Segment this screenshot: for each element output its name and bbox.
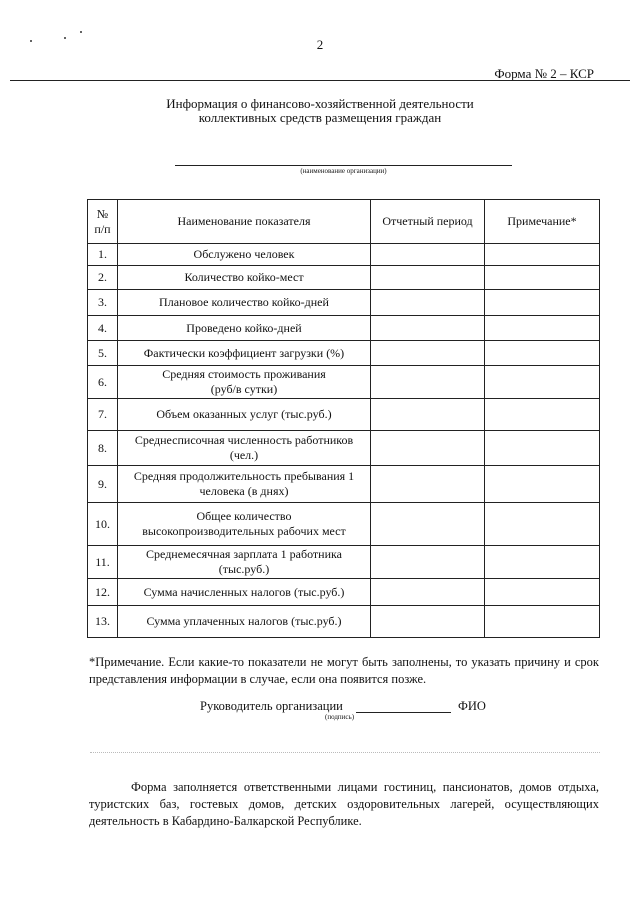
note-cell[interactable] [485,266,600,290]
footnote: *Примечание. Если какие-то показатели не могут быть заполнены, то указать причину и срок представления информации в случае, если она появится позже. [89,655,599,686]
table-row [88,399,600,431]
faint-divider [90,752,600,753]
note-cell[interactable] [485,316,600,341]
col-header-note: Примечание* [485,200,600,244]
table-row [88,579,600,606]
indicator-name-line: Обслужено человек [193,247,295,261]
signature-fio: ФИО [458,699,486,713]
note-cell[interactable] [485,466,600,503]
indicator-name [118,366,371,399]
indicator-name-line: человека (в днях) [199,484,289,498]
note-cell[interactable] [485,503,600,546]
indicator-name [118,290,371,316]
indicator-name-line: Объем оказанных услуг (тыс.руб.) [156,407,332,421]
indicators-table [87,199,600,638]
col-header-name: Наименование показателя [118,200,371,244]
indicator-name [118,606,371,638]
indicator-name-line: Фактически коэффициент загрузки (%) [143,345,345,360]
row-number: 1. [88,244,118,266]
indicator-name [118,431,371,466]
form-number: Форма № 2 – КСР [494,66,594,81]
note-cell[interactable] [485,341,600,366]
table-row [88,546,600,579]
period-value-cell[interactable] [371,341,485,366]
signature-line [356,712,451,713]
indicator-name [118,244,371,266]
note-cell[interactable] [485,606,600,638]
organization-name-line [175,165,512,166]
table-row [88,290,600,316]
period-value-cell[interactable] [371,316,485,341]
indicator-name [118,579,371,606]
organization-name-caption: (наименование организации) [300,167,387,175]
indicator-name [118,266,371,290]
row-number: 8. [88,431,118,466]
table-row [88,341,600,366]
note-cell[interactable] [485,244,600,266]
indicator-name-line: Плановое количество койко-дней [159,295,329,309]
indicator-name-line: Количество койко-мест [184,270,304,284]
period-value-cell[interactable] [371,266,485,290]
period-value-cell[interactable] [371,546,485,579]
row-number: 12. [88,579,118,606]
note-cell[interactable] [485,290,600,316]
row-number: 9. [88,466,118,503]
table-row [88,316,600,341]
row-number: 7. [88,399,118,431]
note-cell[interactable] [485,399,600,431]
title-line-1: Информация о финансово-хозяйственной деятельности [166,96,474,111]
indicator-name [118,546,371,579]
col-header-period: Отчетный период [371,200,485,244]
indicator-name-line: Среднесписочная численность работников [134,433,354,447]
title-line-2: коллективных средств размещения граждан [198,110,442,125]
period-value-cell[interactable] [371,579,485,606]
period-value-cell[interactable] [371,366,485,399]
note-cell[interactable] [485,366,600,399]
indicator-name-line: Средняя стоимость проживания [162,367,326,381]
row-number: 4. [88,316,118,341]
indicator-name [118,466,371,503]
indicator-name-line: Сумма начисленных налогов (тыс.руб.) [143,584,345,599]
indicator-name-line: Сумма уплаченных налогов (тыс.руб.) [146,614,342,628]
page-number: 2 [316,37,324,52]
table-row [88,431,600,466]
table-row [88,606,600,638]
indicator-name-line: Средняя продолжительность пребывания 1 [133,469,355,483]
row-number: 2. [88,266,118,290]
indicator-name-line: (руб/в сутки) [210,382,278,396]
period-value-cell[interactable] [371,431,485,466]
indicator-name [118,503,371,546]
note-cell[interactable] [485,431,600,466]
table-row [88,466,600,503]
indicator-name [118,341,371,366]
period-value-cell[interactable] [371,244,485,266]
signature-caption: (подпись) [325,713,355,721]
indicator-name [118,399,371,431]
row-number: 10. [88,503,118,546]
table-row [88,244,600,266]
row-number: 6. [88,366,118,399]
row-number: 3. [88,290,118,316]
indicator-name-line: (тыс.руб.) [218,562,270,576]
table-row [88,366,600,399]
signature-label: Руководитель организации [200,699,343,713]
col-header-number: № п/п [88,200,118,244]
indicator-name-line: высокопроизводительных рабочих мест [142,524,346,538]
table-header-row [88,200,600,244]
table-row [88,503,600,546]
indicator-name-line: Среднемесячная зарплата 1 работника [146,547,342,561]
note-cell[interactable] [485,579,600,606]
scan-speck [80,31,82,33]
period-value-cell[interactable] [371,290,485,316]
footer-text: Форма заполняется ответственными лицами гостиниц, пансионатов, домов отдыха, туристских баз, гостевых домов, детских оздоровительных лагерей, осуществляющих деятельность в Кабардино-Балкарской Республике. [89,780,599,828]
row-number: 11. [88,546,118,579]
indicator-name-line: Проведено койко-дней [186,320,302,335]
document-title [0,97,640,125]
indicator-name-line: Общее количество [196,509,292,523]
period-value-cell[interactable] [371,503,485,546]
period-value-cell[interactable] [371,466,485,503]
row-number: 13. [88,606,118,638]
table-row [88,266,600,290]
indicator-name-line: (чел.) [229,448,259,462]
row-number: 5. [88,341,118,366]
note-cell[interactable] [485,546,600,579]
header-divider [10,80,630,81]
period-value-cell[interactable] [371,606,485,638]
period-value-cell[interactable] [371,399,485,431]
indicator-name [118,316,371,341]
